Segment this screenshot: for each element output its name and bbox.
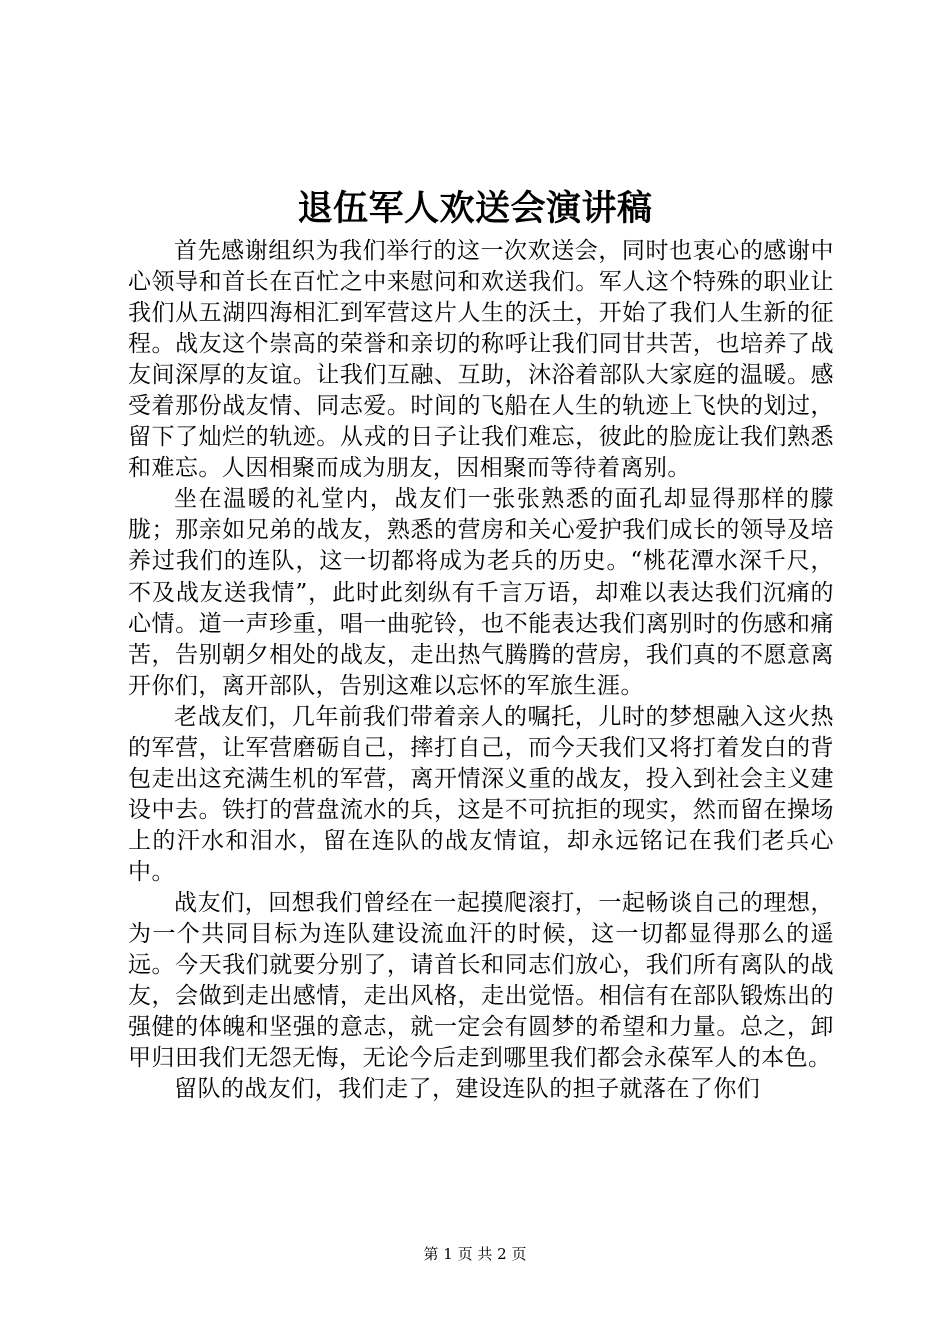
paragraph: 战友们，回想我们曾经在一起摸爬滚打，一起畅谈自己的理想，为一个共同目标为连队建设流血汗的时候，这一切都显得那么的遥远。今天我们就要分别了，请首长和同志们放心，我们所有离队的战友，会做到走出感情，走出风格，走出觉悟。相信有在部队锻炼出的强健的体魄和坚强的意志，就一定会有圆梦的希望和力量。总之，卸甲归田我们无怨无悔，无论今后走到哪里我们都会永葆军人的本色。 — [128, 889, 834, 1072]
page-title: 退伍军人欢送会演讲稿 — [297, 189, 653, 229]
page-number-footer: 第 1 页 共 2 页 — [423, 1245, 527, 1263]
paragraph: 老战友们，几年前我们带着亲人的嘱托，儿时的梦想融入这火热的军营，让军营磨砺自己，摔打自己，而今天我们又将打着发白的背包走出这充满生机的军营，离开情深义重的战友，投入到社会主义建设中去。铁打的营盘流水的兵，这是不可抗拒的现实，然而留在操场上的汗水和泪水，留在连队的战友情谊，却永远铭记在我们老兵心中。 — [128, 703, 834, 885]
document-body — [128, 236, 834, 1105]
paragraph: 留队的战友们，我们走了，建设连队的担子就落在了你们 — [174, 1076, 761, 1103]
paragraph: 坐在温暖的礼堂内，战友们一张张熟悉的面孔却显得那样的朦胧；那亲如兄弟的战友，熟悉的营房和关心爱护我们成长的领导及培养过我们的连队，这一切都将成为老兵的历史。“桃花潭水深千尺，不及战友送我情”，此时此刻纵有千言万语，却难以表达我们沉痛的心情。道一声珍重，唱一曲驼铃，也不能表达我们离别时的伤感和痛苦，告别朝夕相处的战友，走出热气腾腾的营房，我们真的不愿意离开你们，离开部队，告别这难以忘怀的军旅生涯。 — [128, 486, 834, 699]
paragraph: 首先感谢组织为我们举行的这一次欢送会，同时也衷心的感谢中心领导和首长在百忙之中来慰问和欢送我们。军人这个特殊的职业让我们从五湖四海相汇到军营这片人生的沃土，开始了我们人生新的征程。战友这个崇高的荣誉和亲切的称呼让我们同甘共苦，也培养了战友间深厚的友谊。让我们互融、互助，沐浴着部队大家庭的温暖。感受着那份战友情、同志爱。时间的飞船在人生的轨迹上飞快的划过，留下了灿烂的轨迹。从戎的日子让我们难忘，彼此的脸庞让我们熟悉和难忘。人因相聚而成为朋友，因相聚而等待着离别。 — [128, 238, 834, 482]
